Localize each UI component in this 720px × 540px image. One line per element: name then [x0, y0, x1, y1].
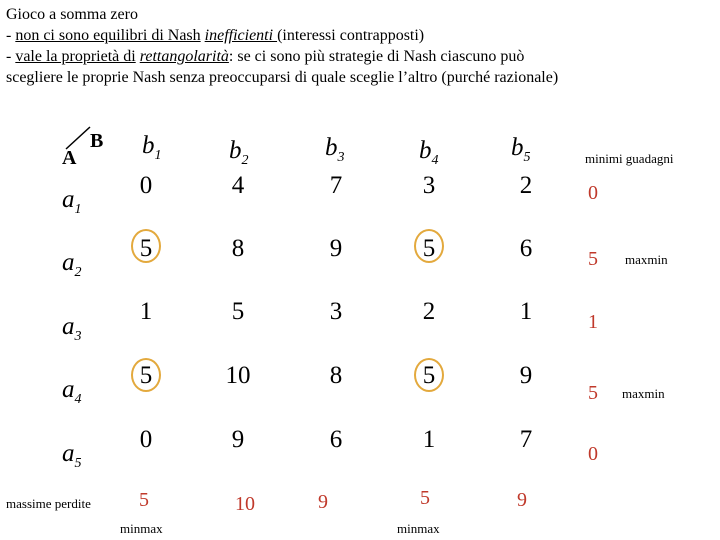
cell-a5-b2: 9 [231, 426, 245, 453]
heading-line-3-underlined: vale la proprietà di [15, 48, 136, 65]
col-max-b2: 10 [235, 493, 255, 515]
cell-a4-b3: 8 [329, 362, 343, 389]
cell-a3-b2: 5 [231, 298, 245, 325]
cell-a2-b2: 8 [231, 235, 245, 262]
heading [6, 4, 712, 88]
cell-a5-b1: 0 [139, 426, 153, 453]
heading-line-2-underlined: non ci sono equilibri di Nash [15, 27, 201, 44]
cell-a1-b4: 3 [422, 172, 436, 199]
row-header-a1: $a_1$ [62, 186, 82, 217]
row-min-a5: 0 [588, 443, 598, 465]
cell-a5-b3: 6 [329, 426, 343, 453]
heading-line-1: Gioco a somma zero [6, 6, 138, 23]
minmax-note-b1: minmax [120, 521, 163, 536]
cell-a3-b5: 1 [519, 298, 533, 325]
col-header-b4: $b_4$ [419, 137, 439, 168]
col-header-b3: $b_3$ [325, 134, 345, 165]
heading-line-3: - vale la proprietà di rettangolarità: se ci sono più strategie di Nash ciascuno può [6, 48, 525, 65]
min-gains-label: minimi guadagni [585, 151, 674, 166]
row-min-a3: 1 [588, 311, 598, 333]
cell-a1-b5: 2 [519, 172, 533, 199]
col-header-b1: $b_1$ [142, 132, 162, 163]
cell-a5-b5: 7 [519, 426, 533, 453]
cell-a1-b2: 4 [231, 172, 245, 199]
cell-a1-b1: 0 [139, 172, 153, 199]
col-header-b5: $b_5$ [511, 134, 531, 165]
minmax-note-b4: minmax [397, 521, 440, 536]
col-max-b3: 9 [318, 491, 328, 513]
cell-a4-b1: 5 [139, 362, 153, 389]
cell-a3-b1: 1 [139, 298, 153, 325]
cell-a2-b3: 9 [329, 235, 343, 262]
col-header-b2: $b_2$ [229, 137, 249, 168]
maxmin-note-a4: maxmin [622, 386, 665, 401]
col-max-b5: 9 [517, 489, 527, 511]
cell-a5-b4: 1 [422, 426, 436, 453]
row-header-a4: $a_4$ [62, 376, 82, 407]
col-player-label: B [90, 130, 104, 152]
row-min-a1: 0 [588, 182, 598, 204]
heading-line-4: scegliere le proprie Nash senza preoccuparsi di quale sceglie l’altro (purché razionale) [6, 69, 559, 86]
row-header-a3: $a_3$ [62, 313, 82, 344]
row-player-label: A [62, 147, 77, 169]
cell-a4-b2: 10 [225, 362, 251, 389]
cell-a3-b3: 3 [329, 298, 343, 325]
row-header-a5: $a_5$ [62, 440, 82, 471]
corner-diagonal-line [66, 127, 90, 149]
cell-a2-b4: 5 [422, 235, 436, 262]
col-max-b4: 5 [420, 487, 430, 509]
row-min-a4: 5 [588, 382, 598, 404]
cell-a4-b4: 5 [422, 362, 436, 389]
cell-a2-b1: 5 [139, 235, 153, 262]
heading-line-3-italic: rettangolarità [139, 48, 229, 65]
row-min-a2: 5 [588, 248, 598, 270]
cell-a4-b5: 9 [519, 362, 533, 389]
cell-a3-b4: 2 [422, 298, 436, 325]
cell-a2-b5: 6 [519, 235, 533, 262]
heading-line-2: - non ci sono equilibri di Nash inefficienti (interessi contrapposti) [6, 27, 425, 44]
row-header-a2: $a_2$ [62, 249, 82, 280]
col-max-b1: 5 [139, 489, 149, 511]
cell-a1-b3: 7 [329, 172, 343, 199]
maxmin-note-a2: maxmin [625, 252, 668, 267]
max-losses-label: massime perdite [6, 496, 91, 511]
heading-line-2-italic: inefficienti [204, 27, 278, 44]
